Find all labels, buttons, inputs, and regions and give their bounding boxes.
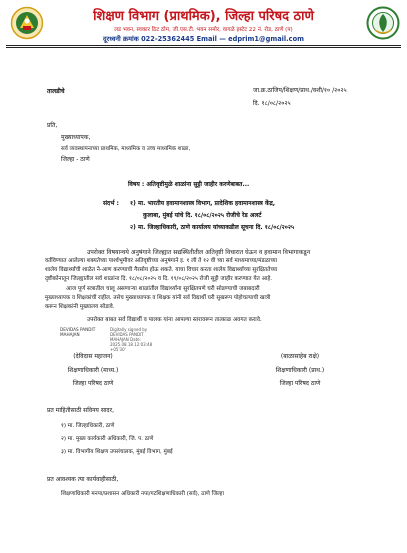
right-signatory-name: (बाळासाहेब राक्षे) — [280, 353, 320, 360]
body-line-6: मुख्याध्यापक व शिक्षकांची राहील. तसेच मुख्याध्यापक व शिक्षक यांनी सर्व विद्यार्थी घरी सुखरूप पोहोचल्याची खात्री — [45, 295, 271, 301]
letter-date: दि. १८/०८/२०२५ — [253, 100, 291, 107]
digital-signature-details: Digitally signed by DEVIDAS PANDIT MAHAJAN Date: 2025.08.18 12:03:48 +05'30' — [110, 327, 153, 352]
left-signatory-name: (देविदास महाजन) — [73, 353, 113, 360]
reference-1-line-1: १) मा. भारतीय हवामानशास्त्र विभाग, प्रादेशिक हवामानशास्त्र केंद्र, — [130, 200, 276, 207]
copy-info-item-2: २) मा. मुख्य कार्यकारी अधिकारी, जि. प. ठाणे — [61, 436, 154, 442]
references-label: संदर्भ : — [103, 200, 119, 207]
copy-action-heading: प्रत आवश्यक त्या कार्यवाहीसाठी, — [47, 476, 119, 483]
copy-info-item-3: ३) मा. विभागीय शिक्षण उपसंचालक, मुंबई विभाग, मुंबई — [61, 449, 173, 455]
subject-line: विषय : अतिवृष्टीमुळे शाळांना सुट्टी जाहीर करणेबाबत... — [128, 181, 250, 188]
body-line-5: आज पूर्ण सत्रातील चालू असणाऱ्या शाळांतील विद्यार्थ्यांना सुरक्षितपणे घरी सोडण्याची जबाबदारी — [66, 286, 260, 292]
reference-1-line-2: कुलाबा, मुंबई यांचे दि. १८/०८/२०२५ रोजीचे रेड अलर्ट — [143, 212, 262, 219]
header-title: शिक्षण विभाग (प्राथमिक), जिल्हा परिषद ठाणे — [93, 9, 314, 24]
recipient-line-2: सर्व व्यवस्थापनाच्या प्राथमिक, माध्यमिक व उच्च माध्यमिक शाळा, — [61, 146, 191, 152]
copy-action-item: शिक्षणाधिकारी मनपा/प्रशासन अधिकारी नपा/गटशिक्षणाधिकारी (सर्व), ठाणे जिल्हा — [61, 491, 224, 497]
body-line-3: शालेय विद्यार्थ्यांची शाळेत ने-आण करण्याची गैरसोय होऊ शकते. याचा विचार करता शालेय विद्यार्थ्यांच्या सुरक्षिततेच्या — [45, 267, 278, 273]
prati-label: प्रति, — [47, 122, 58, 129]
header-address: लड भवन, स्वकार ठिट ठोम, जी.एस.टी. भवन समोर, वागळे इस्टेट 22 नं. रोड, ठाणे (प) — [114, 27, 293, 33]
closing-instruction: उपरोक्त बाबत सर्व विद्यार्थी व पालक यांना आपल्या स्तरावरून तात्काळ अवगत करावे. — [87, 317, 262, 323]
copy-info-item-1: १) मा. जिल्हाधिकारी, ठाणे — [61, 423, 115, 429]
copy-info-heading: प्रत माहितीसाठी सविनय सादर, — [47, 407, 114, 414]
header-contact: दूरध्वनी क्रमांक 022-25362445 Email — edprim1@gmail.com — [103, 35, 304, 43]
reference-2: २) मा. जिल्हाधिकारी, ठाणे कार्यालय यांच्याकडील सूचना दि. १८/०८/२०२५ — [130, 224, 295, 231]
body-line-4: दृष्टीकोनातून जिल्ह्यातील सर्व शाळांना दि. १८/०८/२०२५ व दि. १९/०८/२०२५ रोजी सुट्टी जाहीर करण्यात येत आहे. — [45, 276, 273, 282]
recipient-line-3: जिल्हा - ठाणे — [61, 156, 90, 163]
header-divider — [6, 45, 401, 46]
taluka-label: तालडीचे — [47, 88, 65, 95]
body-line-2: वर्तविण्यात आलेल्या शक्यतेच्या पार्श्वभूमीवर अतिवृष्टीच्या अनुषंगाने इ. १ ली ते १२ वी च्या सर्व माध्यमाच्या/मंडळाच्या — [45, 258, 278, 264]
reference-number: जा.क्र.ठाजिप/शिक्षण/प्राथ./वशी/१० /२०२५ — [253, 87, 347, 94]
right-signatory-place: जिल्हा परिषद ठाणे — [279, 380, 321, 387]
header-divider-secondary — [6, 47, 401, 48]
recipient-line-1: मुख्याध्यापक, — [61, 134, 91, 141]
body-line-7: करून शिक्षकांनी मुख्यालय सोडावे. — [45, 304, 115, 310]
right-signatory-title: शिक्षणाधिकारी (प्राथ.) — [275, 367, 325, 374]
left-signatory-place: जिल्हा परिषद ठाणे — [72, 380, 114, 387]
digital-signature-name: DEVIDAS PANDIT MAHAJAN — [60, 327, 96, 337]
body-line-1: उपरोक्त विषयान्वये अनुषंगाने जिल्ह्यात सद्यस्थितीतील अतिवृष्टी विचारात घेऊन व हवामान विभागाकडून — [87, 249, 311, 256]
left-signatory-title: शिक्षणाधिकारी (माध्य.) — [67, 367, 119, 374]
